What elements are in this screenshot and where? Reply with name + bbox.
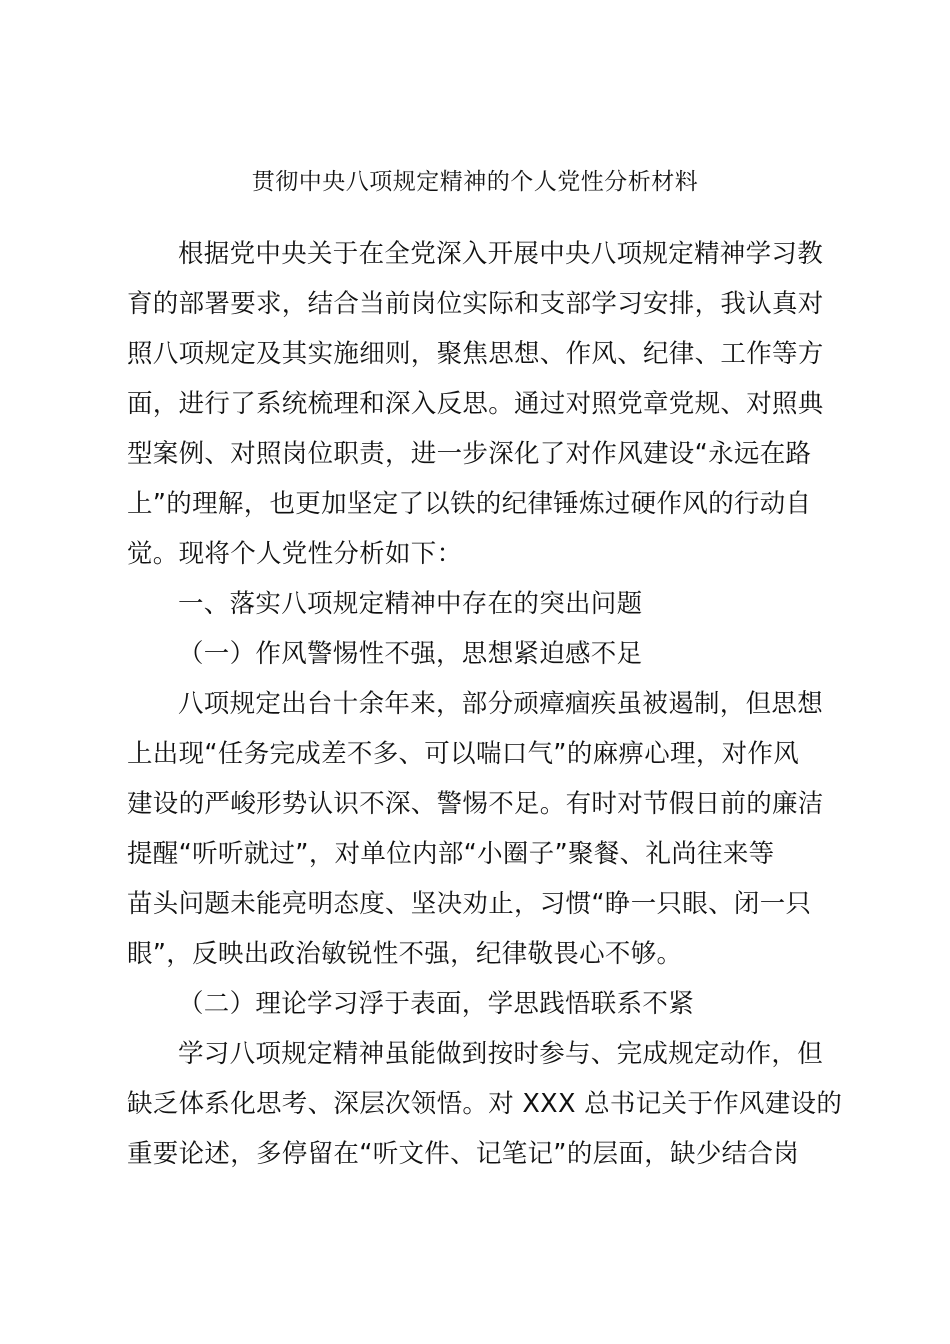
paragraph-line: 提醒“听听就过”，对单位内部“小圈子”聚餐、礼尚往来等 bbox=[127, 839, 775, 869]
subsection-heading: （二）理论学习浮于表面，学思践悟联系不紧 bbox=[178, 989, 695, 1019]
section-heading: 一、落实八项规定精神中存在的突出问题 bbox=[178, 589, 643, 619]
paragraph-line: 型案例、对照岗位职责，进一步深化了对作风建设“永远在路 bbox=[127, 439, 812, 469]
paragraph-line: 苗头问题未能亮明态度、坚决劝止，习惯“睁一只眼、闭一只 bbox=[127, 889, 812, 919]
paragraph-line: 重要论述，多停留在“听文件、记笔记”的层面，缺少结合岗 bbox=[127, 1139, 800, 1169]
paragraph-line: 上出现“任务完成差不多、可以喘口气”的麻痹心理，对作风 bbox=[127, 739, 800, 769]
paragraph-line: 学习八项规定精神虽能做到按时参与、完成规定动作，但 bbox=[178, 1039, 824, 1069]
subsection-heading: （一）作风警惕性不强，思想紧迫感不足 bbox=[178, 639, 643, 669]
paragraph-line: 眼”，反映出政治敏锐性不强，纪律敬畏心不够。 bbox=[127, 939, 683, 969]
paragraph-line: 育的部署要求，结合当前岗位实际和支部学习安排，我认真对 bbox=[127, 289, 824, 319]
paragraph-line: 根据党中央关于在全党深入开展中央八项规定精神学习教 bbox=[178, 239, 824, 269]
document-title: 贯彻中央八项规定精神的个人党性分析材料 bbox=[251, 169, 699, 195]
paragraph-line: 觉。现将个人党性分析如下： bbox=[127, 539, 463, 569]
paragraph-line: 八项规定出台十余年来，部分顽瘴痼疾虽被遏制，但思想 bbox=[178, 689, 824, 719]
paragraph-line: 面，进行了系统梳理和深入反思。通过对照党章党规、对照典 bbox=[127, 389, 824, 419]
paragraph-line: 照八项规定及其实施细则，聚焦思想、作风、纪律、工作等方 bbox=[127, 339, 824, 369]
paragraph-line: 缺乏体系化思考、深层次领悟。对 XXX 总书记关于作风建设的 bbox=[127, 1089, 843, 1119]
paragraph-line: 建设的严峻形势认识不深、警惕不足。有时对节假日前的廉洁 bbox=[127, 789, 824, 819]
paragraph-line: 上”的理解，也更加坚定了以铁的纪律锤炼过硬作风的行动自 bbox=[127, 489, 812, 519]
